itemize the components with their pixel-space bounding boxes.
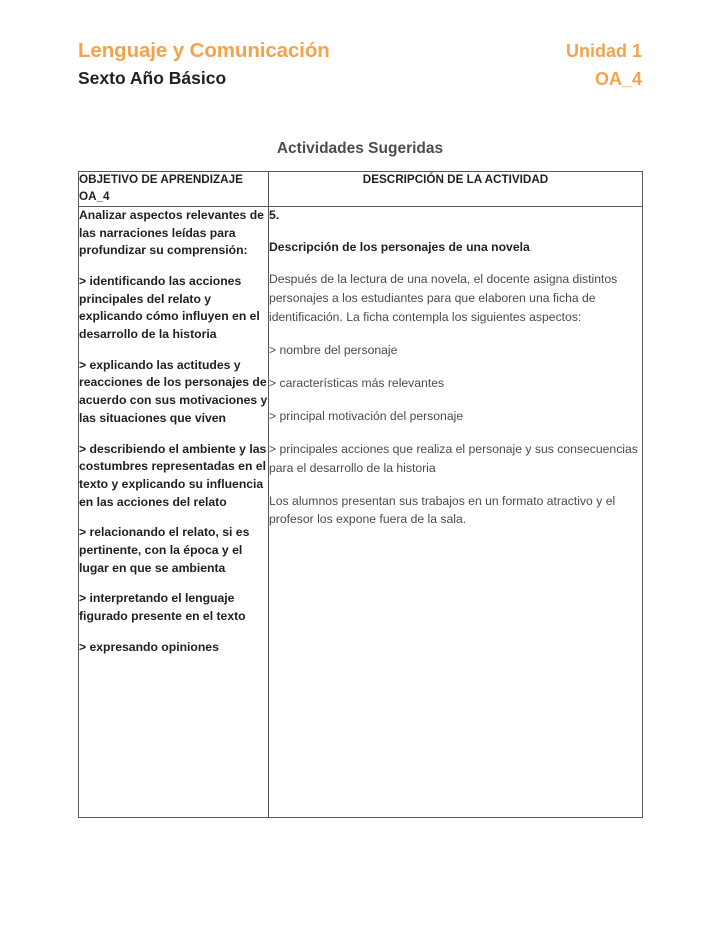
activity-heading: Descripción de los personajes de una novela — [269, 239, 530, 254]
activity-number: 5. — [269, 207, 280, 222]
activity-closing: Los alumnos presentan sus trabajos en un formato atractivo y el profesor los expone fuera de la sala. — [269, 493, 616, 527]
objective-intro: Analizar aspectos relevantes de las narraciones leídas para profundizar su comprensión: — [79, 207, 264, 258]
activity-bullet: > nombre del personaje — [269, 343, 398, 358]
oa-code-label: OA_4 — [594, 69, 642, 90]
activity-bullet: > principal motivación del personaje — [269, 408, 464, 423]
grade-title: Sexto Año Básico — [78, 68, 227, 89]
objective-bullet: > expresando opiniones — [79, 639, 219, 654]
activity-bullet: > características más relevantes — [269, 375, 445, 390]
objective-cell — [79, 206, 269, 817]
description-cell — [269, 206, 643, 817]
activity-bullet: > principales acciones que realiza el personaje y sus consecuencias para el desarrollo de la historia — [269, 441, 638, 475]
document-header — [78, 38, 642, 92]
subject-title: Lenguaje y Comunicación — [78, 39, 330, 62]
column-header-objective: OBJETIVO DE APRENDIZAJE OA_4 — [79, 172, 269, 207]
objective-bullet: > identificando las acciones principales del relato y explicando cómo influyen en el desarrollo de la historia — [79, 274, 260, 342]
table-header-row — [79, 172, 643, 207]
objective-bullet: > relacionando el relato, si es pertinente, con la época y el lugar en que se ambienta — [79, 525, 250, 575]
objective-bullet: > describiendo el ambiente y las costumbres representadas en el texto y explicando su influencia en las acciones del relato — [79, 441, 267, 509]
header-left-group — [78, 38, 330, 90]
column-header-description: DESCRIPCIÓN DE LA ACTIVIDAD — [269, 172, 643, 207]
header-right-group — [566, 38, 642, 92]
section-title: Actividades Sugeridas — [276, 140, 444, 157]
objective-bullet: > interpretando el lenguaje figurado presente en el texto — [79, 591, 246, 623]
activities-table — [78, 171, 643, 818]
activity-intro: Después de la lectura de una novela, el docente asigna distintos personajes a los estudiantes para que elaboren una ficha de identificación. La ficha contempla los siguientes aspectos: — [269, 272, 618, 325]
table-row — [79, 206, 643, 817]
objective-bullet: > explicando las actitudes y reacciones de los personajes de acuerdo con sus motivaciones y las situaciones que viven — [79, 357, 268, 425]
unit-label: Unidad 1 — [565, 41, 642, 61]
